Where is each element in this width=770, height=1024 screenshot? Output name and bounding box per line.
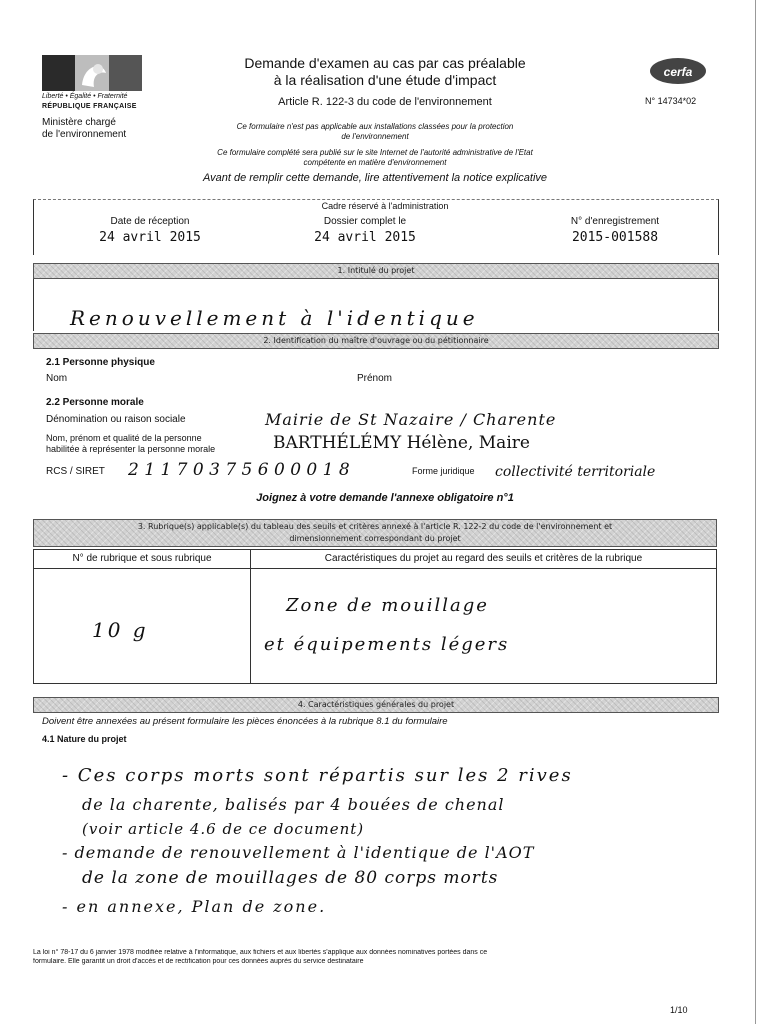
registration-number-value: 2015-001588 [571, 230, 659, 245]
nature-line-1: - Ces corps morts sont répartis sur les 2 rives [62, 765, 573, 786]
scan-edge-line [755, 0, 756, 1024]
cerfa-logo-text: cerfa [663, 65, 693, 79]
form-title-line1: Demande d'examen au cas par cas préalable [244, 55, 526, 71]
personne-physique-title: 2.1 Personne physique [46, 357, 155, 368]
rubrique-col-header: N° de rubrique et sous rubrique [72, 553, 212, 564]
rcs-siret-label: RCS / SIRET [46, 466, 105, 477]
project-title-handwritten: Renouvellement à l'identique [70, 306, 479, 330]
article-reference: Article R. 122-3 du code de l'environnement [278, 96, 492, 108]
note-icpe-line1: Ce formulaire n'est pas applicable aux installations classées pour la protection [236, 122, 514, 131]
warning-notice: Avant de remplir cette demande, lire attentivement la notice explicative [202, 172, 548, 184]
legal-notice-line1: La loi n° 78-17 du 6 janvier 1978 modifiée relative à l'informatique, aux fichiers et aux libertés s'applique aux données nominatives portées dans ce [33, 949, 488, 956]
page-number: 1/10 [670, 1005, 688, 1015]
nature-line-3: (voir article 4.6 de ce document) [82, 820, 365, 838]
nature-projet-title: 4.1 Nature du projet [42, 734, 127, 744]
rubrique-value: 10 g [92, 618, 149, 642]
note-icpe-line2: de l'environnement [341, 132, 409, 141]
nature-line-5: de la zone de mouillages de 80 corps morts [82, 868, 499, 888]
section3-band-line1: 3. Rubrique(s) applicable(s) du tableau des seuils et critères annexé à l'article R. 122-2 du code de l'environnement et [137, 522, 613, 531]
section2-band: 2. Identification du maître d'ouvrage ou du pétitionnaire [33, 333, 719, 349]
ministry-line1: Ministère chargé [42, 117, 116, 128]
denomination-value: Mairie de St Nazaire / Charente [265, 410, 557, 429]
nature-line-4: - demande de renouvellement à l'identique de l'AOT [62, 843, 535, 862]
annexe-obligatoire-note: Joignez à votre demande l'annexe obligatoire n°1 [256, 492, 514, 504]
legal-notice-line2: formulaire. Elle garantit un droit d'accès et de rectification pour ces données auprès du service destinataire [33, 958, 364, 965]
rcs-siret-value: 2 1 1 7 0 3 7 5 6 0 0 0 1 8 [128, 460, 350, 480]
nature-line-2: de la charente, balisés par 4 bouées de chenal [82, 795, 505, 814]
note-publication-line2: compétente en matière d'environnement [303, 158, 447, 167]
caracteristiques-line2: et équipements légers [264, 634, 510, 655]
marianne-logo [42, 55, 142, 91]
representant-label-line2: habilitée à représenter la personne morale [46, 444, 216, 454]
reception-date-value: 24 avril 2015 [99, 230, 201, 245]
section3-band-line2: dimensionnement correspondant du projet [289, 534, 461, 543]
reception-date-label: Date de réception [110, 216, 190, 227]
complete-date-value: 24 avril 2015 [314, 230, 416, 245]
representant-label-line1: Nom, prénom et qualité de la personne [46, 433, 202, 443]
forme-juridique-label: Forme juridique [412, 466, 475, 476]
marianne-motto: Liberté • Égalité • Fraternité [42, 93, 128, 100]
section1-band: 1. Intitulé du projet [33, 263, 719, 279]
section4-band: 4. Caractéristiques générales du projet [33, 697, 719, 713]
note-publication-line1: Ce formulaire complété sera publié sur le site Internet de l'autorité administrative de l'Etat [217, 148, 533, 157]
nature-line-6: - en annexe, Plan de zone. [62, 897, 327, 916]
rubrique-table-header-line [34, 568, 716, 569]
registration-number-label: N° d'enregistrement [570, 216, 660, 227]
caracteristiques-line1: Zone de mouillage [286, 595, 489, 616]
complete-date-label: Dossier complet le [323, 216, 407, 227]
ministry-line2: de l'environnement [42, 129, 127, 140]
rubrique-table [33, 549, 717, 684]
denomination-label: Dénomination ou raison sociale [46, 414, 186, 425]
prenom-label: Prénom [357, 373, 393, 384]
republic-label: RÉPUBLIQUE FRANÇAISE [42, 103, 137, 110]
forme-juridique-value: collectivité territoriale [495, 464, 656, 480]
admin-box-title: Cadre réservé à l'administration [321, 201, 449, 211]
representant-value: BARTHÉLÉMY Hélène, Maire [273, 433, 530, 453]
personne-morale-title: 2.2 Personne morale [46, 397, 144, 408]
section4-intro: Doivent être annexées au présent formulaire les pièces énoncées à la rubrique 8.1 du formulaire [42, 716, 448, 727]
nom-label: Nom [46, 373, 68, 384]
form-number: N° 14734*02 [645, 96, 697, 106]
cerfa-logo [650, 58, 706, 84]
form-title-line2: à la réalisation d'une étude d'impact [273, 72, 497, 88]
section3-band [33, 519, 717, 547]
rubrique-table-divider [250, 550, 251, 683]
caracteristiques-col-header: Caractéristiques du projet au regard des seuils et critères de la rubrique [324, 553, 643, 564]
